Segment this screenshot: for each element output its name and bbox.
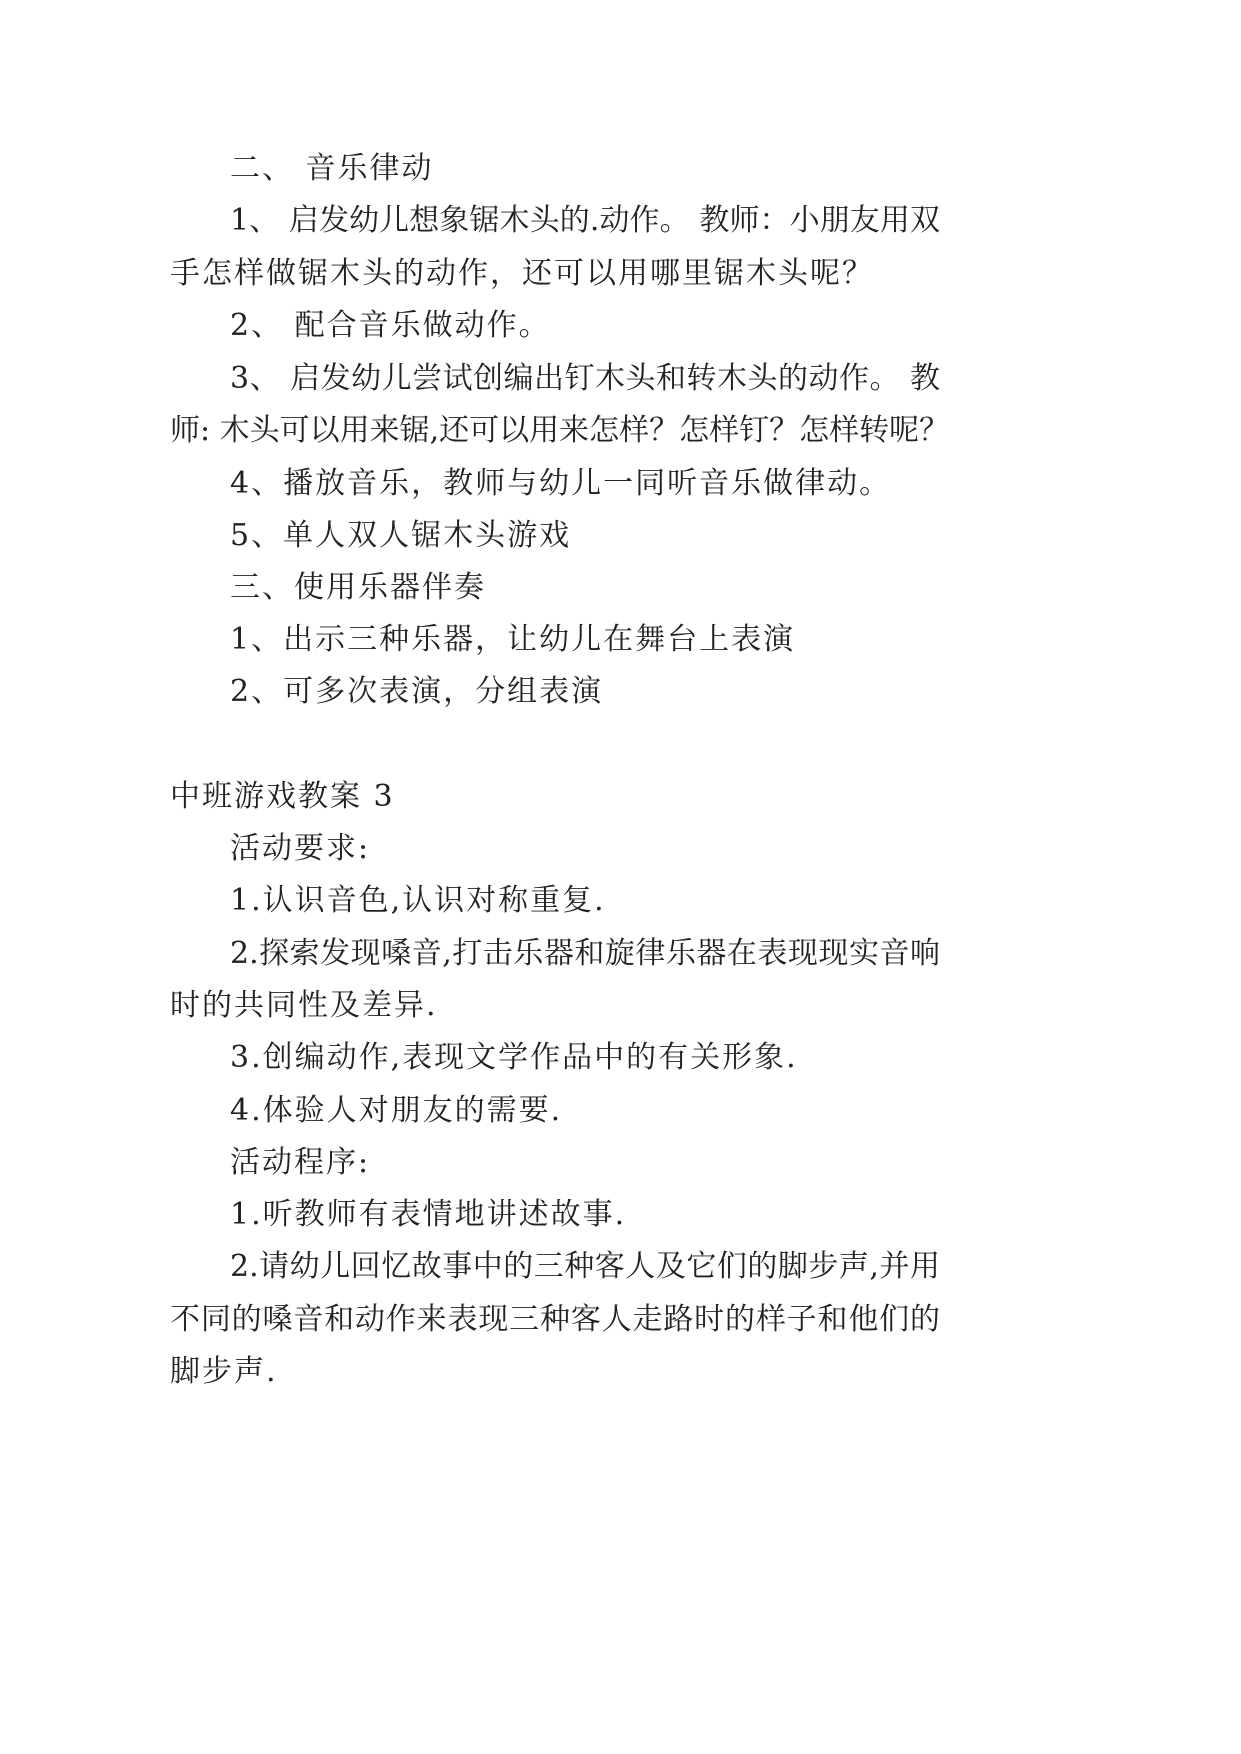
procedure-2-line1: 2.请幼儿回忆故事中的三种客人及它们的脚步声,并用 — [230, 1249, 940, 1284]
section3-item1: 1、出示三种乐器，让幼儿在舞台上表演 — [230, 622, 796, 657]
requirement-4: 4.体验人对朋友的需要. — [230, 1093, 563, 1128]
requirement-2-line1: 2.探索发现嗓音,打击乐器和旋律乐器在表现现实音响 — [230, 936, 940, 971]
section2-item5: 5、单人双人锯木头游戏 — [230, 518, 572, 553]
requirement-1: 1.认识音色,认识对称重复. — [230, 883, 606, 918]
section3-heading: 三、使用乐器伴奏 — [230, 570, 486, 605]
procedure-2-line2: 不同的嗓音和动作来表现三种客人走路时的样子和他们的 — [170, 1302, 940, 1337]
section2-item1-line2: 手怎样做锯木头的动作，还可以用哪里锯木头呢？ — [170, 256, 874, 291]
section2-item3-line1: 3、 启发幼儿尝试创编出钉木头和转木头的动作。 教 — [230, 361, 940, 396]
requirement-2-line2: 时的共同性及差异. — [170, 988, 438, 1023]
section2-item2: 2、 配合音乐做动作。 — [230, 308, 551, 343]
section2-item4: 4、播放音乐，教师与幼儿一同听音乐做律动。 — [230, 466, 892, 501]
section3-item2: 2、可多次表演，分组表演 — [230, 674, 604, 709]
plan3-title: 中班游戏教案 3 — [170, 779, 395, 814]
section2-heading: 二、 音乐律动 — [230, 151, 434, 186]
section2-item1-line1: 1、 启发幼儿想象锯木头的.动作。 教师：小朋友用双 — [230, 203, 940, 238]
requirements-heading: 活动要求: — [230, 831, 371, 866]
procedure-2-line3: 脚步声. — [170, 1354, 278, 1389]
procedure-1: 1.听教师有表情地讲述故事. — [230, 1197, 627, 1232]
requirement-3: 3.创编动作,表现文学作品中的有关形象. — [230, 1040, 798, 1075]
section2-item3-line2: 师: 木头可以用来锯,还可以用来怎样？怎样钉？怎样转呢？ — [170, 413, 950, 448]
procedure-heading: 活动程序: — [230, 1145, 371, 1180]
